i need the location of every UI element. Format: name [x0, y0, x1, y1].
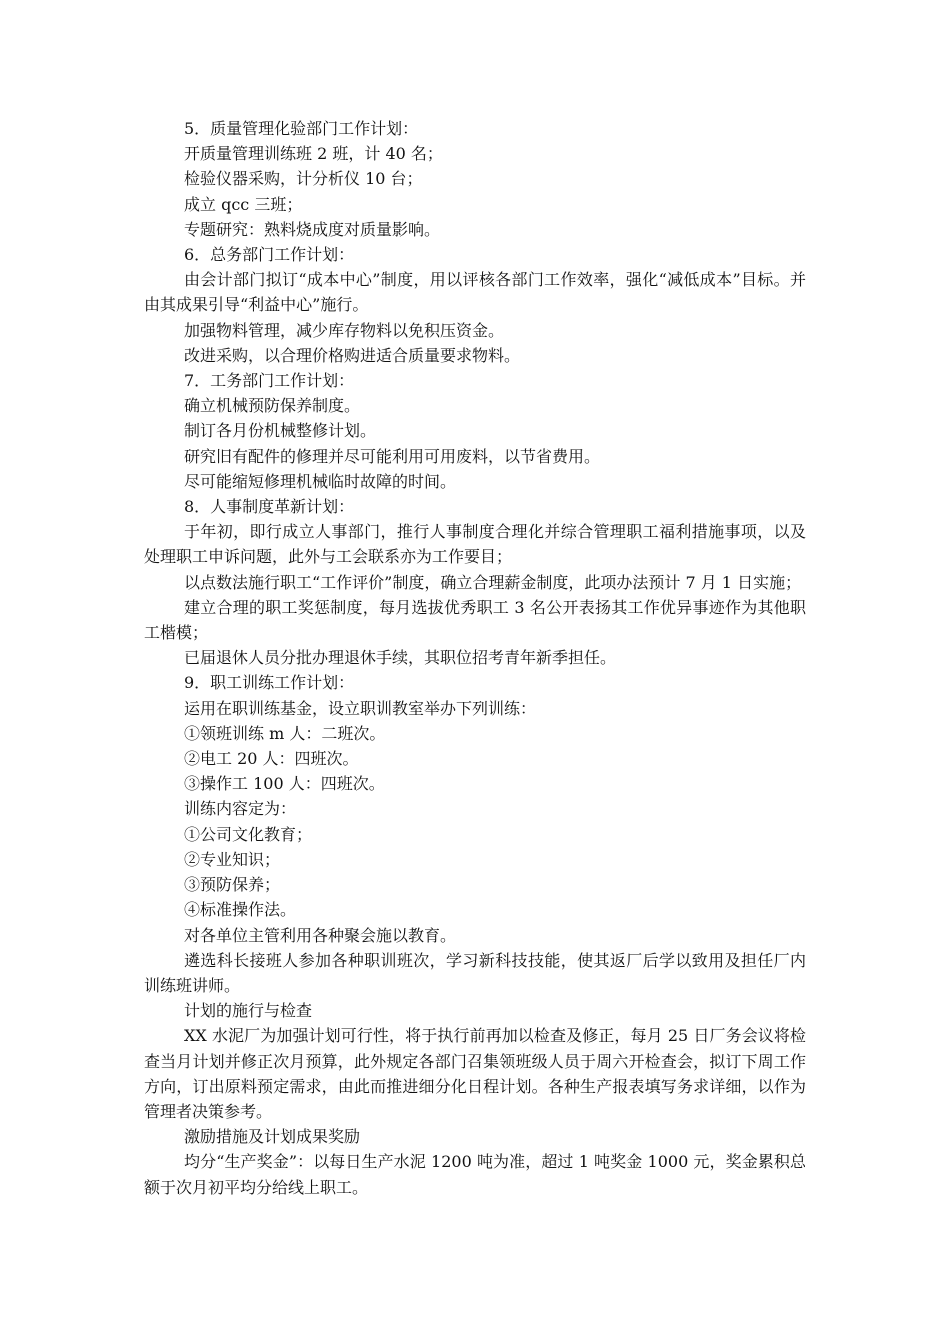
paragraph: 制订各月份机械整修计划。 [184, 421, 377, 441]
paragraph: 由会计部门拟订“成本中心”制度，用以评核各部门工作效率，强化“减低成本”目标。并由其成果引导“利益中心”施行。 [144, 270, 806, 315]
paragraph: 均分“生产奖金”：以每日生产水泥 1200 吨为准，超过 1 吨奖金 1000 元，奖金累积总额于次月初平均分给线上职工。 [144, 1152, 806, 1197]
heading-general-affairs: 6．总务部门工作计划： [184, 245, 355, 265]
list-item: ③预防保养； [184, 875, 281, 895]
paragraph: 检验仪器采购，计分析仪 10 台； [184, 169, 423, 189]
paragraph: 确立机械预防保养制度。 [184, 396, 361, 416]
list-item: ①公司文化教育； [184, 824, 313, 844]
list-item: ④标准操作法。 [184, 900, 297, 920]
paragraph: 于年初，即行成立人事部门，推行人事制度合理化并综合管理职工福利措施事项，以及处理职工申诉问题，此外与工会联系亦为工作要目； [144, 522, 806, 567]
paragraph: 开质量管理训练班 2 班，计 40 名； [184, 144, 443, 164]
list-item: ③操作工 100 人：四班次。 [184, 774, 385, 794]
document-page [144, 116, 806, 1200]
paragraph: 改进采购，以合理价格购进适合质量要求物料。 [184, 345, 521, 365]
list-item: ①领班训练 m 人：二班次。 [184, 723, 386, 743]
paragraph: 已届退休人员分批办理退休手续，其职位招考青年新季担任。 [184, 648, 617, 668]
paragraph: 运用在职训练基金，设立职训教室举办下列训练： [184, 698, 537, 718]
paragraph: 对各单位主管利用各种聚会施以教育。 [184, 925, 457, 945]
paragraph: 训练内容定为： [184, 799, 297, 819]
paragraph: 建立合理的职工奖惩制度，每月选拔优秀职工 3 名公开表扬其工作优异事迹作为其他职工楷模； [144, 597, 806, 643]
paragraph: 遴选科长接班人参加各种职训班次，学习新科技技能，使其返厂后学以致用及担任厂内训练班讲师。 [144, 950, 806, 995]
heading-training-plan: 9．职工训练工作计划： [184, 673, 355, 693]
paragraph: 加强物料管理，减少库存物料以免积压资金。 [184, 320, 505, 340]
paragraph: XX 水泥厂为加强计划可行性，将于执行前再加以检查及修正，每月 25 日厂务会议将检查当月计划并修正次月预算，此外规定各部门召集领班级人员于周六开检查会，拟订下周工作方向，订出原料预定需求，由此而推进细分化日程计划。各种生产报表填写务求详细，以作为管理者决策参考。 [144, 1026, 806, 1121]
list-item: ②专业知识； [184, 849, 281, 869]
paragraph: 以点数法施行职工“工作评价”制度，确立合理薪金制度，此项办法预计 7 月 1 日实施； [184, 572, 802, 592]
heading-personnel-reform: 8．人事制度革新计划： [184, 497, 355, 517]
heading-quality-dept: 5．质量管理化验部门工作计划： [184, 119, 419, 138]
paragraph: 专题研究：熟料烧成度对质量影响。 [184, 219, 441, 239]
paragraph: 尽可能缩短修理机械临时故障的时间。 [184, 471, 457, 491]
heading-engineering-dept: 7．工务部门工作计划： [184, 371, 355, 391]
heading-implementation-check: 计划的施行与检查 [184, 1001, 313, 1021]
paragraph: 成立 qcc 三班； [184, 194, 303, 214]
heading-incentives: 激励措施及计划成果奖励 [184, 1127, 361, 1147]
paragraph: 研究旧有配件的修理并尽可能利用可用废料，以节省费用。 [184, 446, 601, 466]
list-item: ②电工 20 人：四班次。 [184, 749, 359, 769]
